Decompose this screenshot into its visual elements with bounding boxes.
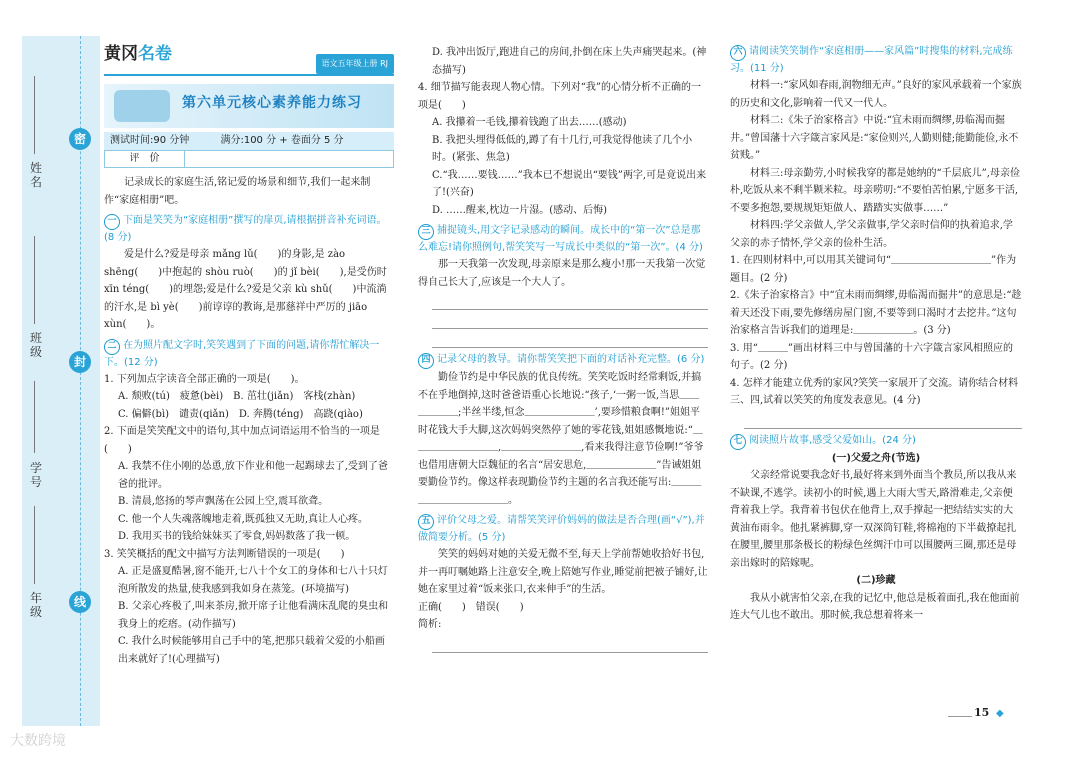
question-1-options-cd: C. 偏僻(bì) 谴责(qiǎn) D. 奔腾(téng) 高跷(qiào) (118, 408, 363, 420)
header-top (104, 44, 394, 76)
analysis-label: 简析: (418, 619, 442, 630)
logo: 黄冈名卷 (104, 44, 172, 64)
section-number: 六 (730, 45, 746, 61)
question-2-option-b: B. 清晨,悠扬的琴声飘荡在公园上空,震耳欲聋。 (118, 496, 329, 507)
section-1-heading: 一 下面是笑笑为“家庭相册”撰写的扉页,请根据拼音补充词语。(8 分) (104, 215, 387, 243)
subject-badge: 语文五年级上册 RJ (316, 54, 394, 74)
column-2 (418, 44, 708, 653)
section-4-text: 勤俭节约是中华民族的优良传统。笑笑吃饭时经常剩饭,并搞不在乎地倒掉,这时爸爸语重心长地说:“孩子,‘一粥一饭,当思＿＿＿＿＿＿;半丝半缕,恒念＿＿＿＿＿＿＿’,要珍惜粮食啊!”姐姐平时花钱大手大脚,这次妈妈突然停了她的零花钱,姐姐感慨地说:“＿＿＿＿＿＿＿＿＿,＿＿＿＿＿＿＿＿,看来我得注意节俭啊!”爷爷也借用唐朝大臣魏征的名言“居安思危,＿＿＿＿＿＿＿”告诫姐姐要勤俭节约。像这样表现勤俭节约主题的名言我还能写出:＿＿＿＿＿＿＿＿＿＿＿＿。 (418, 372, 704, 506)
section-number: 一 (104, 214, 120, 230)
subtitle-2: (二)珍藏 (856, 575, 896, 586)
page-number-rule (948, 716, 972, 717)
label-grade: 年级 (29, 591, 42, 619)
page-number: 15 (974, 706, 990, 719)
question-4: 4. 细节描写能表现人物心情。下列对“我”的心情分析不正确的一项是( ) (418, 82, 701, 111)
material-2: 材料二:《朱子治家格言》中说:“宜未雨而绸缪,毋临渴而掘井。”曾国藩十六字箴言家风是:“家俭则兴,人勤则健;能勤能俭,永不贫贱。” (730, 115, 1019, 161)
banner-decoration (114, 90, 170, 122)
section-3-example: 那一天我第一次发现,母亲原来是那么瘦小!那一天我第一次觉得自己长大了,应该是一个大人了。 (418, 259, 706, 288)
question-3-option-c: C. 我什么时候能够用自己手中的笔,把那只载着父爱的小船画出来就好了!(心理描写) (118, 636, 385, 665)
binding-strip (22, 36, 100, 726)
test-time: 测试时间:90 分钟 (110, 135, 190, 146)
title-banner (104, 84, 394, 128)
question-6-2: 2.《朱子治家格言》中“宜未雨而绸缪,毋临渴而掘井”的意思是:“趁着天还没下雨,要先修缮房屋门窗,不要等到口渴时才去挖井。”这句治家格言告诉我们的道理是:＿＿＿＿＿＿。(3 分) (730, 290, 1022, 336)
judgement-choices[interactable]: 正确( ) 错误( ) (418, 601, 524, 613)
reading-2: 我从小就害怕父亲,在我的记忆中,他总是板着面孔,我在他面前连大气儿也不敢出。那时候,我总想着将来一 (730, 592, 1020, 621)
question-1: 1. 下列加点字读音全部正确的一项是( )。 (104, 373, 305, 385)
section-number: 四 (418, 353, 434, 369)
diamond-icon: ◆ (996, 708, 1004, 719)
name-fill-line (34, 76, 35, 154)
question-4-option-a: A. 我攥着一毛钱,攥着钱跑了出去……(感动) (432, 117, 627, 128)
section-3-heading: 三 捕捉镜头,用文字记录感动的瞬间。成长中的“第一次”总是那么难忘!请你照例句,帮笑笑写一写成长中类似的“第一次”。(4 分) (418, 225, 703, 253)
test-score: 满分:100 分 + 卷面分 5 分 (220, 135, 344, 146)
answer-line[interactable] (744, 413, 1022, 429)
watermark: 大数跨境 (10, 733, 66, 749)
material-4: 材料四:学父亲做人,学父亲做事,学父亲时信仰的执着追求,学父亲的赤子情怀,学父亲的俭朴生活。 (730, 220, 1013, 249)
question-3-option-a: A. 正是盛夏酷暑,窗不能开,七八十个女工的身体和七八十只灯泡所散发的热量,使我感到我如身在蒸笼。(环境描写) (118, 566, 388, 595)
seal-circle-mi: 密 (69, 128, 91, 150)
section-number: 五 (418, 514, 434, 530)
section-5-text: 笑笑的妈妈对她的关爱无微不至,每天上学前帮她收拾好书包,并一再叮嘱她路上注意安全,晚上陪她写作业,睡觉前把被子铺好,让她在家里过着“饭来张口,衣来伸手”的生活。 (418, 549, 708, 595)
question-3: 3. 笑笑概括的配文中描写方法判断错误的一项是( ) (104, 548, 345, 560)
seal-circle-feng: 封 (69, 351, 91, 373)
question-3-option-b: B. 父亲心疼极了,叫来茶房,掀开席子让他看满床乱爬的臭虫和我身上的疙瘩。(动作描写) (118, 601, 389, 630)
question-6-4: 4. 怎样才能建立优秀的家风?笑笑一家展开了交流。请你结合材料三、四,试着以笑笑的角度发表意见。(4 分) (730, 377, 1019, 406)
question-2-option-c: C. 他一个人失魂落魄地走着,既孤独又无助,真让人心疼。 (118, 513, 369, 525)
question-4-option-d: D. ……醒来,枕边一片湿。(感动、后悔) (432, 204, 607, 216)
page-title: 第六单元核心素养能力练习 (182, 95, 362, 111)
answer-line[interactable] (432, 332, 708, 348)
section-5-heading: 五 评价父母之爱。请帮笑笑评价妈妈的做法是否合理(画“√”),并做简要分析。(5 分) (418, 515, 705, 543)
section-number: 七 (730, 434, 746, 450)
column-1 (104, 44, 394, 668)
evaluation-label: 评 价 (105, 151, 185, 167)
question-6-3: 3. 用“＿＿＿”画出材料三中与曾国藩的十六字箴言家风相照应的句子。(2 分) (730, 342, 1013, 371)
answer-line[interactable] (432, 294, 708, 310)
label-student-id: 学号 (29, 461, 42, 489)
section-6-heading: 六 请阅读笑笑制作“家庭相册——家风篇”时搜集的材料,完成练习。(11 分) (730, 46, 1013, 74)
id-fill-line (34, 381, 35, 453)
question-4-option-b: B. 我把头埋得低低的,蹲了有十几行,可我觉得他读了几个小时。(紧张、焦急) (432, 134, 693, 163)
answer-line[interactable] (432, 637, 708, 653)
label-name: 姓名 (29, 161, 42, 189)
subtitle-1: (一)父爱之舟(节选) (831, 452, 921, 464)
section-7-heading: 七 阅读照片故事,感受父爱如山。(24 分) (730, 433, 1022, 450)
section-4-heading: 四 记录父母的教导。请你帮笑笑把下面的对话补充完整。(6 分) (418, 352, 708, 369)
material-1: 材料一:“家风如春雨,润物细无声。”良好的家风承载着一个家族的历史和文化,影响着一代又一代人。 (730, 80, 1022, 109)
question-6-1: 1. 在四则材料中,可以用其关键词句“＿＿＿＿＿＿＿＿＿＿”作为题目。(2 分) (730, 255, 1017, 284)
label-class: 班级 (29, 331, 42, 359)
question-1-options-ab: A. 颓败(tú) 疲惫(bèi) B. 茁壮(jiǎn) 客栈(zhàn) (118, 391, 356, 402)
seal-circle-xian: 线 (69, 591, 91, 613)
material-3: 材料三:母亲勤劳,小时候我穿的都是她纳的“千层底儿”,母亲俭朴,吃饭从来不剩半颗米粒。母亲唠叨:“不要怕苦怕累,宁愿多干活,不要多抱怨,要规规矩矩做人、踏踏实实做事……” (730, 167, 1020, 214)
class-fill-line (34, 236, 35, 324)
reading-1: 父亲经常说要我念好书,最好将来到外面当个教员,所以我从来不缺课,不逃学。读初小的时候,遇上大雨大雪天,路滑难走,父亲便背着我上学。我背着书包伏在他背上,双手撑起一把结结实实的大黄油布雨伞。他扎紧裤脚,穿一双深筒钉鞋,将棉袍的下半截撩起扎在腰里,腰里那条极长的粉绿色丝绸汗巾可以围腰两三圈,那还是母亲出嫁时的陪嫁呢。 (730, 470, 1017, 569)
section-number: 三 (418, 224, 434, 240)
question-2-option-d: D. 我用买书的钱给妹妹买了零食,妈妈数落了我一顿。 (118, 531, 356, 542)
question-2-option-a: A. 我禁不住小刚的怂恿,放下作业和他一起踢球去了,受到了爸爸的批评。 (118, 461, 388, 490)
section-2-heading: 二 在为照片配文字时,笑笑遇到了下面的问题,请你帮忙解决一下。(12 分) (104, 339, 380, 368)
section-number: 二 (104, 339, 120, 355)
section-1-text: 爱是什么?爱是母亲 mǎng lǔ( )的身影,是 zào shēng( )中抱起的 shòu ruò( )的 jǐ bèi( ),是受伤时 xīn téng( )的埋怨;爱是什么?爱是父亲 kù shǔ( )中流淌的汗水,是 bì yè( )前谆谆的教诲,是那慈祥中严厉的 jiāo xùn( )。 (104, 249, 387, 330)
evaluation-row (104, 150, 394, 168)
question-4-option-c: C.“我……要钱……”我本已不想说出“要钱”两字,可是竟说出来了!(兴奋) (432, 169, 707, 198)
test-info-bar (104, 132, 394, 150)
grade-fill-line (34, 506, 35, 584)
answer-line[interactable] (432, 313, 708, 329)
intro-paragraph: 记录成长的家庭生活,铭记爱的场景和细节,我们一起来制作“家庭相册”吧。 (104, 177, 371, 206)
column-3 (730, 44, 1022, 625)
question-2: 2. 下面是笑笑配文中的语句,其中加点词语运用不恰当的一项是( ) (104, 426, 380, 455)
question-3-option-d: D. 我冲出饭厅,跑进自己的房间,扑倒在床上失声痛哭起来。(神态描写) (432, 47, 707, 76)
